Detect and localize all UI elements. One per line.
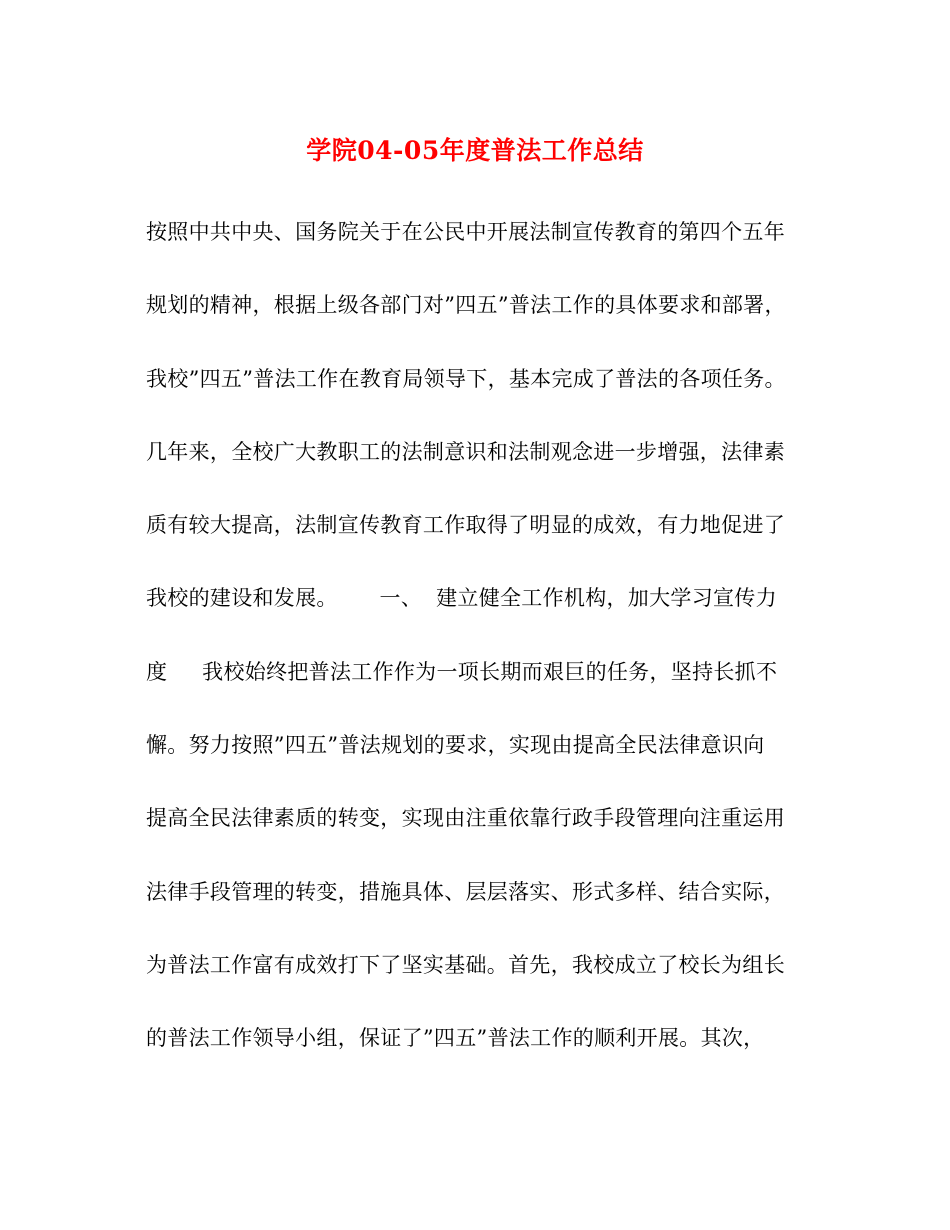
body-line: 质有较大提高，法制宣传教育工作取得了明显的成效，有力地促进了 <box>146 513 785 538</box>
body-line: 我校的建设和发展。 一、 建立健全工作机构，加大学习宣传力 <box>146 586 777 611</box>
body-line: 度 我校始终把普法工作作为一项长期而艰巨的任务，坚持长抓不 <box>146 659 778 684</box>
body-line: 按照中共中央、国务院关于在公民中开展法制宣传教育的第四个五年 <box>146 220 785 244</box>
document-title: 学院04-05年度普法工作总结 <box>306 136 644 165</box>
body-line: 的普法工作领导小组，保证了”四五”普法工作的顺利开展。其次， <box>146 1026 765 1051</box>
body-line: 提高全民法律素质的转变，实现由注重依靠行政手段管理向注重运用 <box>146 806 785 831</box>
body-line: 为普法工作富有成效打下了坚实基础。首先，我校成立了校长为组长 <box>146 952 785 977</box>
document-body <box>146 212 826 1092</box>
body-line: 我校”四五”普法工作在教育局领导下，基本完成了普法的各项任务。 <box>146 366 786 391</box>
body-line: 法律手段管理的转变，措施具体、层层落实、形式多样、结合实际， <box>146 879 785 904</box>
body-line: 懈。努力按照”四五”普法规划的要求，实现由提高全民法律意识向 <box>146 733 765 758</box>
body-line: 规划的精神，根据上级各部门对”四五”普法工作的具体要求和部署， <box>146 293 786 318</box>
body-line: 几年来，全校广大教职工的法制意识和法制观念进一步增强，法律素 <box>146 439 785 464</box>
